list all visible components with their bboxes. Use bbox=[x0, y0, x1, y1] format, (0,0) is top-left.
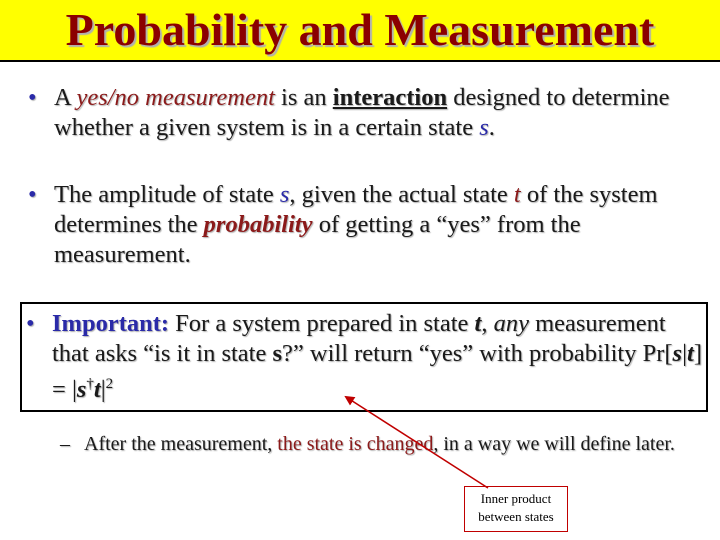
arrow-line bbox=[346, 397, 488, 488]
state-s: s bbox=[279, 181, 290, 208]
text-run: . bbox=[488, 114, 495, 141]
inner-product-s: s bbox=[76, 376, 87, 404]
exponent: 2 bbox=[105, 376, 114, 392]
state-s: s bbox=[479, 114, 489, 141]
text-run: A bbox=[54, 84, 77, 111]
text-run: of the system determines the bbox=[54, 181, 658, 238]
inner-product-note: Inner product between states bbox=[464, 486, 568, 532]
text-run: | bbox=[682, 340, 687, 367]
inner-product-t: t bbox=[93, 376, 101, 404]
term-interaction: interaction bbox=[332, 84, 448, 111]
text-run: The amplitude of state bbox=[54, 181, 280, 208]
state-changed-phrase: the state is changed bbox=[277, 433, 434, 455]
bullet-marker: • bbox=[26, 310, 35, 337]
dagger-symbol: † bbox=[86, 376, 94, 392]
bullet-marker: • bbox=[28, 181, 37, 208]
text-run: , given the actual state bbox=[289, 181, 514, 208]
text-run: , bbox=[481, 310, 494, 337]
text-run: is an bbox=[274, 84, 333, 111]
sub-marker: – bbox=[60, 433, 70, 455]
text-run: measurement that asks “is it in state bbox=[52, 310, 666, 367]
text-run: of getting a “yes” from the measurement. bbox=[54, 211, 581, 268]
text-run: | bbox=[100, 376, 106, 404]
pr-t: t bbox=[687, 340, 694, 367]
term-probability: probability bbox=[203, 211, 313, 238]
text-run: After the measurement, bbox=[84, 433, 278, 455]
text-run: designed to determine whether a given system is in a certain state bbox=[54, 84, 670, 141]
term-any: any bbox=[493, 310, 529, 337]
text-run: ?” will return “yes” with probability Pr[ bbox=[282, 340, 673, 367]
state-t: t bbox=[474, 310, 482, 337]
pr-s: s bbox=[672, 340, 683, 367]
important-label: Important: bbox=[52, 310, 170, 337]
text-run: For a system prepared in state bbox=[169, 310, 475, 337]
text-run: ] = | bbox=[52, 340, 702, 404]
text-run: , in a way we will define later. bbox=[433, 433, 675, 455]
state-t: t bbox=[513, 181, 521, 208]
slide-title: Probability and Measurement bbox=[65, 4, 655, 55]
state-s: s bbox=[272, 340, 283, 367]
term-yes-no-measurement: yes/no measurement bbox=[76, 84, 275, 111]
bullet-marker: • bbox=[28, 84, 37, 111]
